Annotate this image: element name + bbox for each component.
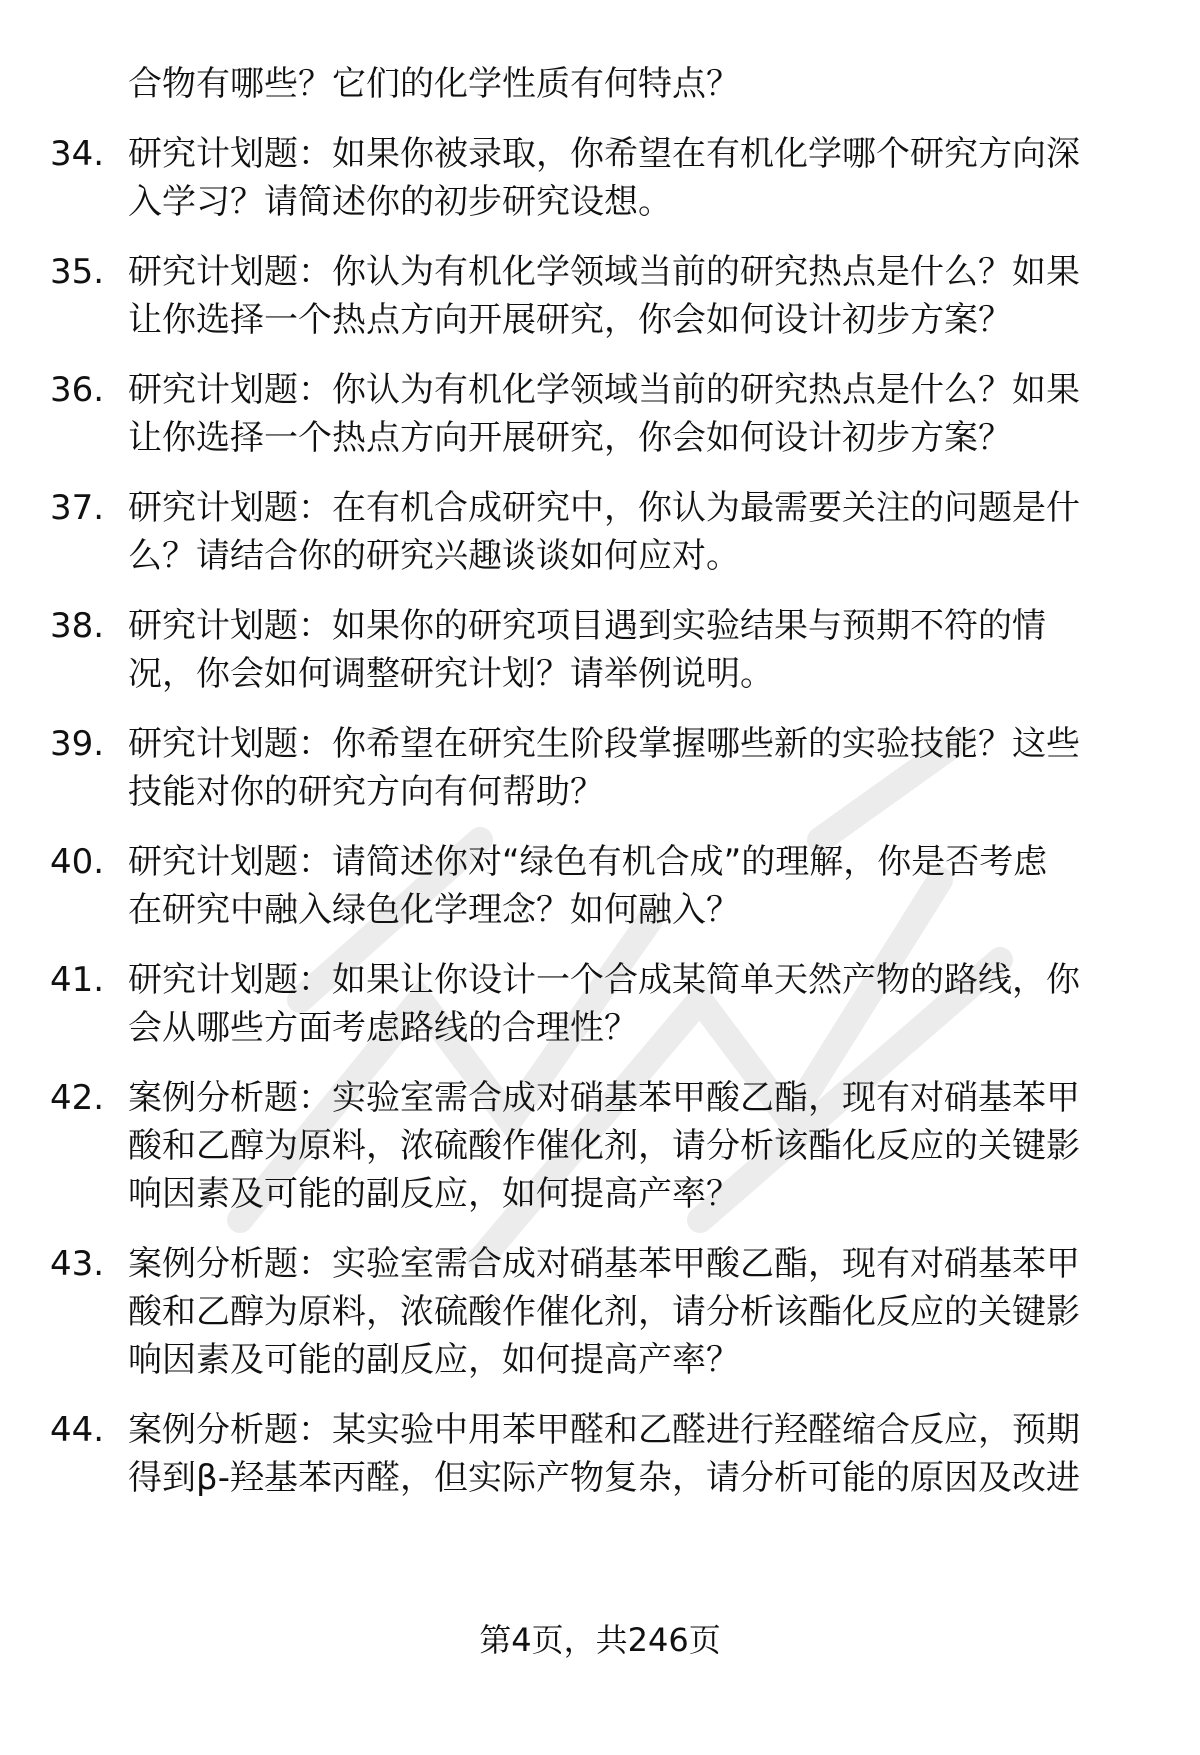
question-line: 入学习？请简述你的初步研究设想。: [128, 182, 672, 222]
question-number: 43.: [50, 1244, 105, 1284]
question-number: 37.: [50, 488, 105, 528]
question-number: 36.: [50, 370, 105, 410]
question-line: 研究计划题：如果你被录取，你希望在有机化学哪个研究方向深: [128, 134, 1080, 174]
question-line: 酸和乙醇为原料，浓硫酸作催化剂，请分析该酯化反应的关键影: [128, 1292, 1080, 1332]
question-number: 42.: [50, 1078, 105, 1118]
question-line: 研究计划题：如果你的研究项目遇到实验结果与预期不符的情: [128, 606, 1046, 646]
question-number: 35.: [50, 252, 105, 292]
question-line: 响因素及可能的副反应，如何提高产率？: [128, 1174, 740, 1214]
question-number: 39.: [50, 724, 105, 764]
question-number: 38.: [50, 606, 105, 646]
question-line: 案例分析题：实验室需合成对硝基苯甲酸乙酯，现有对硝基苯甲: [128, 1078, 1080, 1118]
question-line: 研究计划题：你认为有机化学领域当前的研究热点是什么？如果: [128, 370, 1080, 410]
page-footer: 第4页，共246页: [479, 1621, 721, 1659]
question-line: 案例分析题：某实验中用苯甲醛和乙醛进行羟醛缩合反应，预期: [128, 1410, 1080, 1450]
question-line: 酸和乙醇为原料，浓硫酸作催化剂，请分析该酯化反应的关键影: [128, 1126, 1080, 1166]
question-line: 研究计划题：如果让你设计一个合成某简单天然产物的路线，你: [128, 960, 1080, 1000]
question-number: 40.: [50, 842, 105, 882]
question-line: 况，你会如何调整研究计划？请举例说明。: [128, 654, 774, 694]
question-line: 研究计划题：在有机合成研究中，你认为最需要关注的问题是什: [128, 488, 1080, 528]
question-line: 让你选择一个热点方向开展研究，你会如何设计初步方案？: [128, 418, 1012, 458]
question-line: 得到β-羟基苯丙醛，但实际产物复杂，请分析可能的原因及改进: [128, 1458, 1080, 1498]
question-number: 44.: [50, 1410, 105, 1450]
question-line: 技能对你的研究方向有何帮助？: [128, 772, 604, 812]
question-line: 研究计划题：你希望在研究生阶段掌握哪些新的实验技能？这些: [128, 724, 1080, 764]
question-line: 响因素及可能的副反应，如何提高产率？: [128, 1340, 740, 1380]
question-line: 研究计划题：你认为有机化学领域当前的研究热点是什么？如果: [128, 252, 1080, 292]
question-line: 案例分析题：实验室需合成对硝基苯甲酸乙酯，现有对硝基苯甲: [128, 1244, 1080, 1284]
continued-text: 合物有哪些？它们的化学性质有何特点？: [128, 64, 740, 104]
question-number: 34.: [50, 134, 105, 174]
question-line: 么？请结合你的研究兴趣谈谈如何应对。: [128, 536, 740, 576]
question-line: 让你选择一个热点方向开展研究，你会如何设计初步方案？: [128, 300, 1012, 340]
question-number: 41.: [50, 960, 105, 1000]
question-line: 在研究中融入绿色化学理念？如何融入？: [128, 890, 740, 930]
question-line: 会从哪些方面考虑路线的合理性？: [128, 1008, 638, 1048]
question-line: 研究计划题：请简述你对“绿色有机合成”的理解，你是否考虑: [128, 842, 1048, 882]
